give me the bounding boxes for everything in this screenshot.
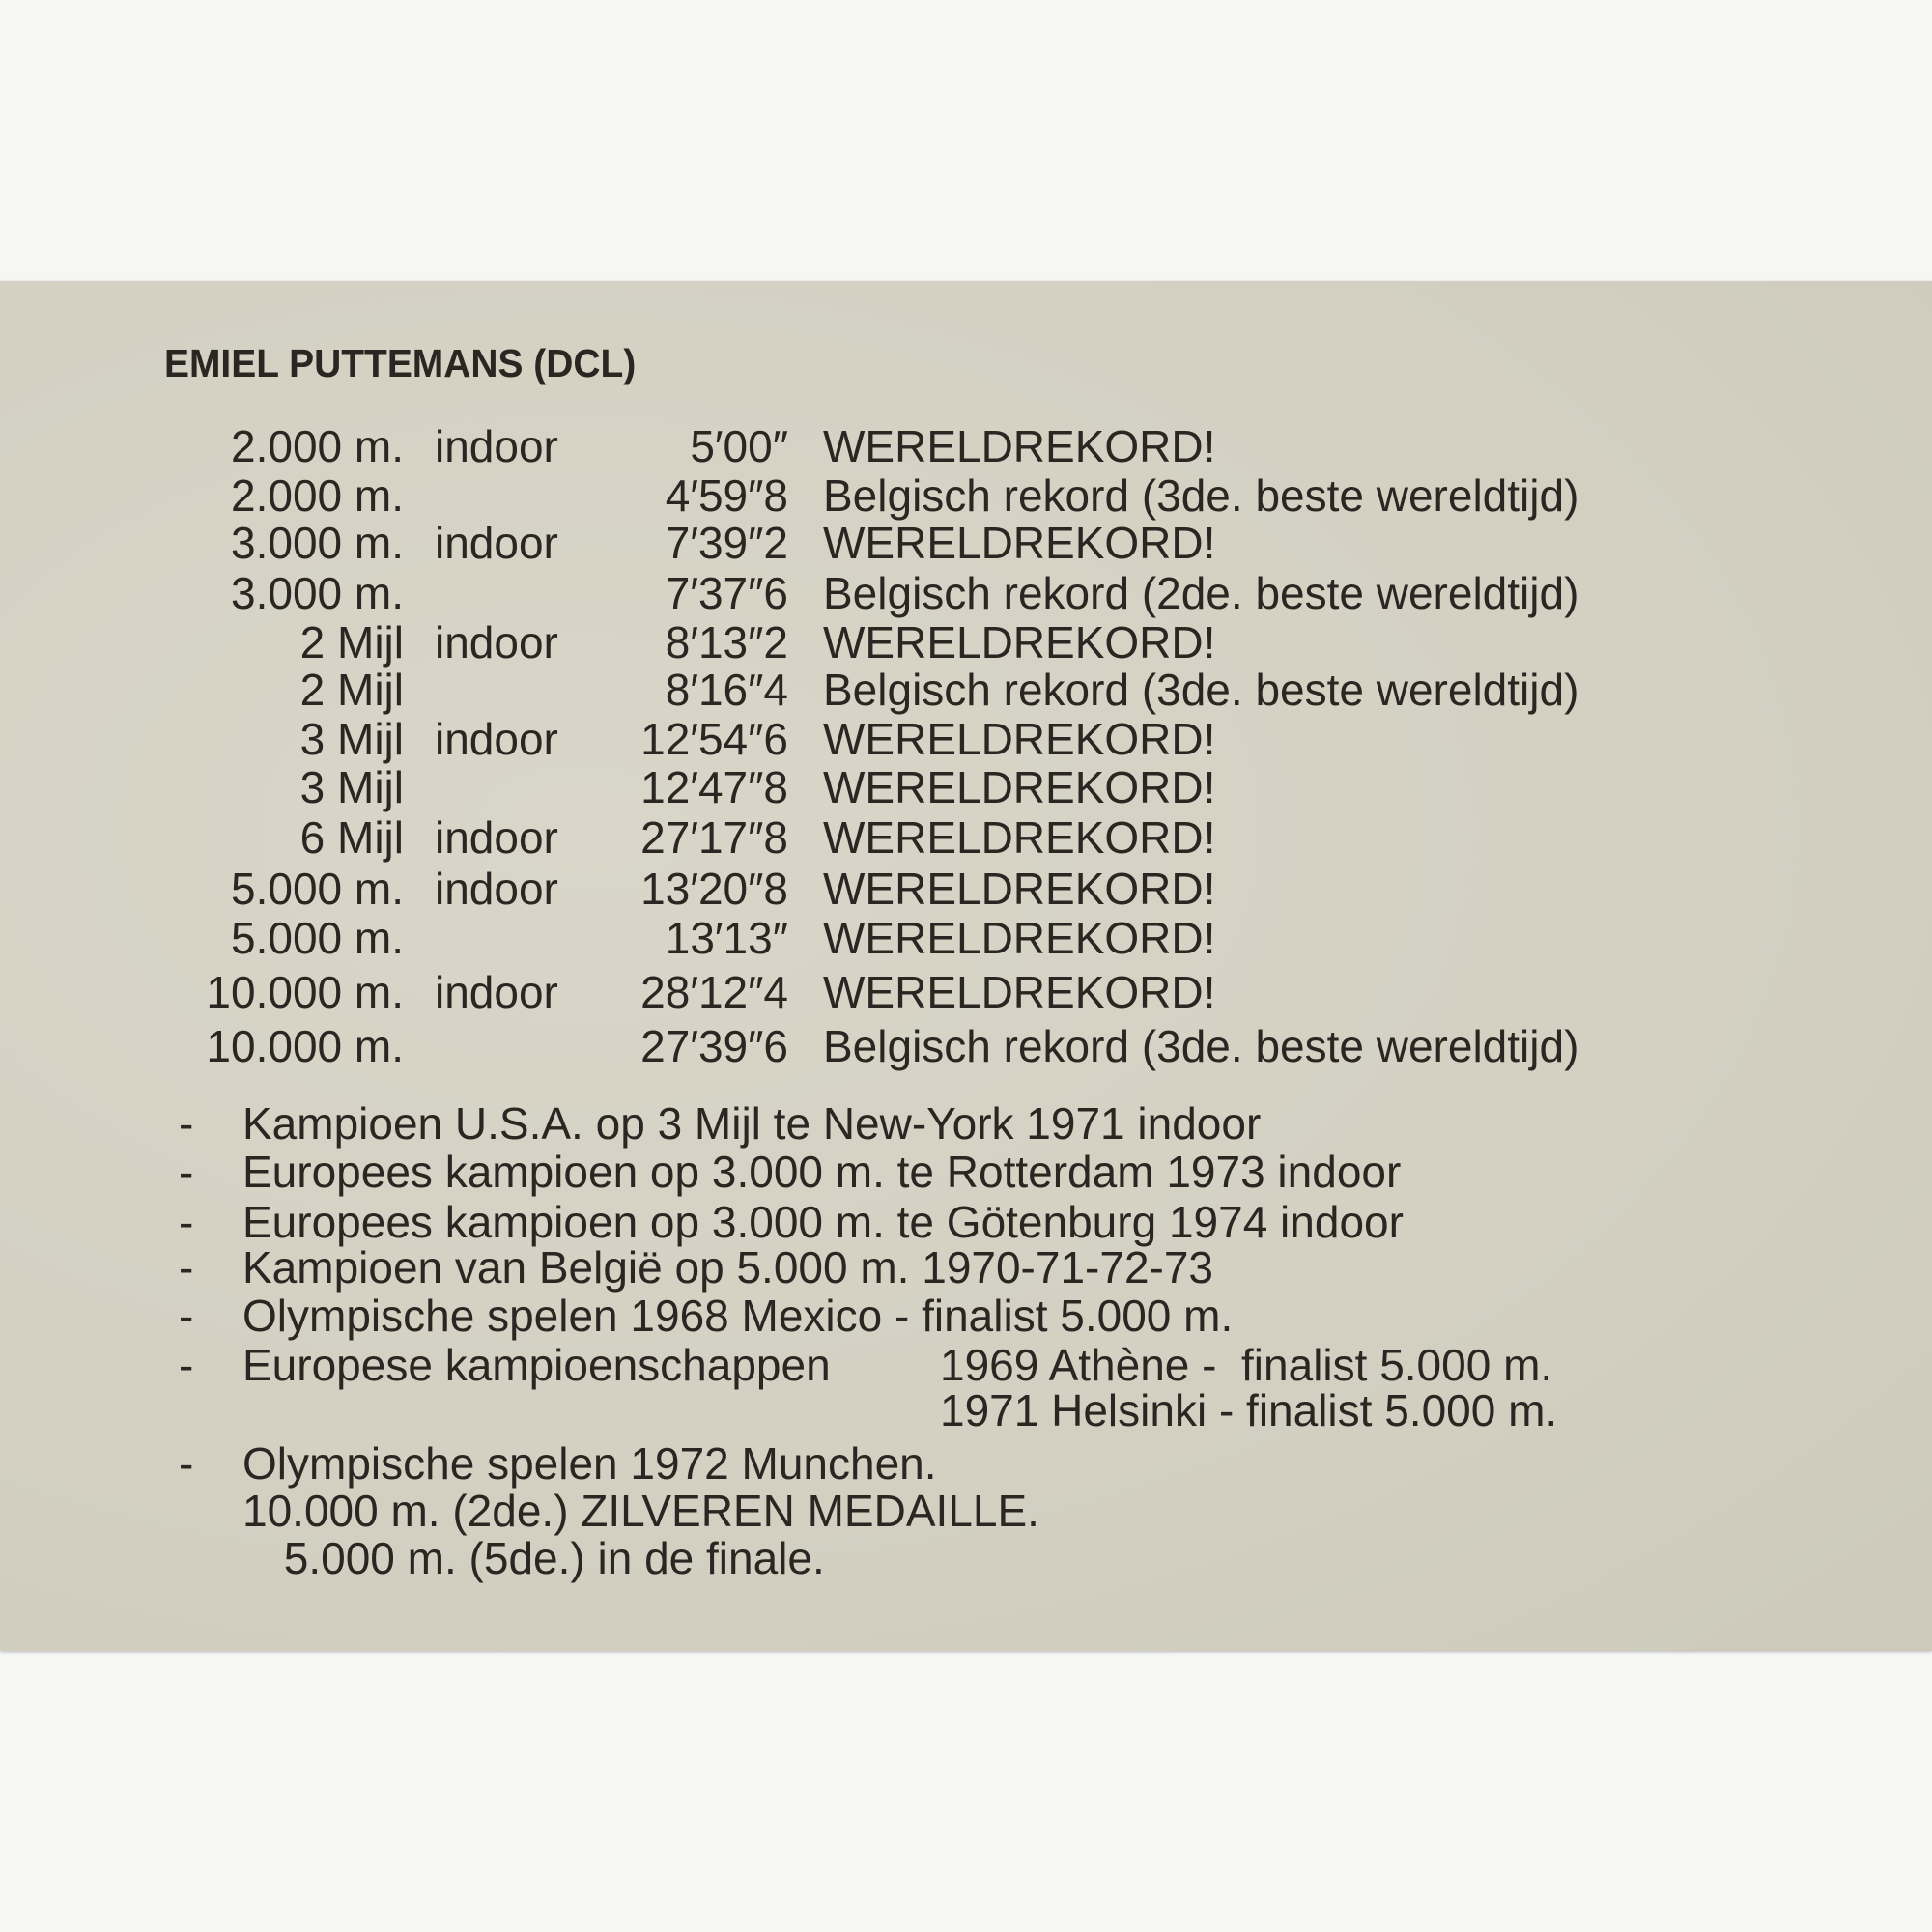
record-distance: 2.000 m. xyxy=(231,421,404,471)
bullet-dash: - xyxy=(179,1340,194,1390)
record-note: WERELDREKORD! xyxy=(823,762,1216,812)
record-distance: 2.000 m. xyxy=(231,470,404,521)
record-type: indoor xyxy=(435,967,558,1017)
record-distance: 3.000 m. xyxy=(231,518,404,568)
record-note: WERELDREKORD! xyxy=(823,617,1216,668)
record-distance: 5.000 m. xyxy=(231,913,404,963)
record-distance: 3 Mijl xyxy=(299,714,404,764)
record-card xyxy=(0,281,1932,1651)
record-note: WERELDREKORD! xyxy=(823,864,1216,914)
record-type: indoor xyxy=(435,518,558,568)
achievement-text: Olympische spelen 1968 Mexico - finalist 5.000 m. xyxy=(242,1291,1234,1341)
record-note: WERELDREKORD! xyxy=(823,913,1216,963)
record-type: indoor xyxy=(435,421,558,471)
record-distance: 10.000 m. xyxy=(206,1021,404,1071)
achievement-text: 5.000 m. (5de.) in de finale. xyxy=(271,1533,825,1583)
record-note: WERELDREKORD! xyxy=(823,421,1216,471)
record-note: WERELDREKORD! xyxy=(823,518,1216,568)
record-time: 28′12″4 xyxy=(640,967,788,1017)
achievement-text: Europees kampioen op 3.000 m. te Götenburg 1974 indoor xyxy=(242,1197,1404,1247)
achievement-text: Europees kampioen op 3.000 m. te Rotterdam 1973 indoor xyxy=(242,1147,1402,1197)
achievement-text: Kampioen van België op 5.000 m. 1970-71-72-73 xyxy=(242,1242,1214,1293)
record-note: WERELDREKORD! xyxy=(823,714,1216,764)
achievement-detail: 1969 Athène - finalist 5.000 m. xyxy=(940,1340,1553,1390)
record-distance: 6 Mijl xyxy=(299,812,404,863)
record-note: Belgisch rekord (3de. beste wereldtijd) xyxy=(823,665,1579,715)
record-type: indoor xyxy=(435,864,558,914)
record-time: 7′37″6 xyxy=(665,568,788,618)
record-time: 27′17″8 xyxy=(640,812,788,863)
record-note: WERELDREKORD! xyxy=(823,967,1216,1017)
record-type: indoor xyxy=(435,714,558,764)
record-time: 12′54″6 xyxy=(640,714,788,764)
record-time: 12′47″8 xyxy=(640,762,788,812)
achievement-detail: 1971 Helsinki - finalist 5.000 m. xyxy=(940,1385,1558,1435)
bullet-dash: - xyxy=(179,1147,194,1197)
record-time: 5′00″ xyxy=(690,421,788,471)
bullet-dash: - xyxy=(179,1291,194,1341)
record-distance: 5.000 m. xyxy=(231,864,404,914)
achievement-text: Europese kampioenschappen xyxy=(242,1340,831,1390)
record-time: 4′59″8 xyxy=(665,470,788,521)
record-distance: 10.000 m. xyxy=(206,967,404,1017)
record-distance: 2 Mijl xyxy=(299,617,404,668)
bullet-dash: - xyxy=(179,1098,194,1149)
record-time: 13′13″ xyxy=(665,913,788,963)
record-distance: 3.000 m. xyxy=(231,568,404,618)
record-time: 13′20″8 xyxy=(640,864,788,914)
achievement-text: Kampioen U.S.A. op 3 Mijl te New-York 1971 indoor xyxy=(242,1098,1262,1149)
record-note: Belgisch rekord (2de. beste wereldtijd) xyxy=(823,568,1579,618)
bullet-dash: - xyxy=(179,1242,194,1293)
record-time: 8′16″4 xyxy=(665,665,788,715)
record-type: indoor xyxy=(435,812,558,863)
record-note: Belgisch rekord (3de. beste wereldtijd) xyxy=(823,1021,1579,1071)
achievement-text: Olympische spelen 1972 Munchen. xyxy=(242,1438,937,1489)
record-note: WERELDREKORD! xyxy=(823,812,1216,863)
record-note: Belgisch rekord (3de. beste wereldtijd) xyxy=(823,470,1579,521)
record-distance: 3 Mijl xyxy=(299,762,404,812)
card-title: EMIEL PUTTEMANS (DCL) xyxy=(164,341,637,385)
record-time: 7′39″2 xyxy=(665,518,788,568)
record-distance: 2 Mijl xyxy=(299,665,404,715)
bullet-dash: - xyxy=(179,1197,194,1247)
record-time: 8′13″2 xyxy=(665,617,788,668)
bullet-dash: - xyxy=(179,1438,194,1489)
record-time: 27′39″6 xyxy=(640,1021,788,1071)
achievement-text: 10.000 m. (2de.) ZILVEREN MEDAILLE. xyxy=(242,1486,1039,1536)
record-type: indoor xyxy=(435,617,558,668)
